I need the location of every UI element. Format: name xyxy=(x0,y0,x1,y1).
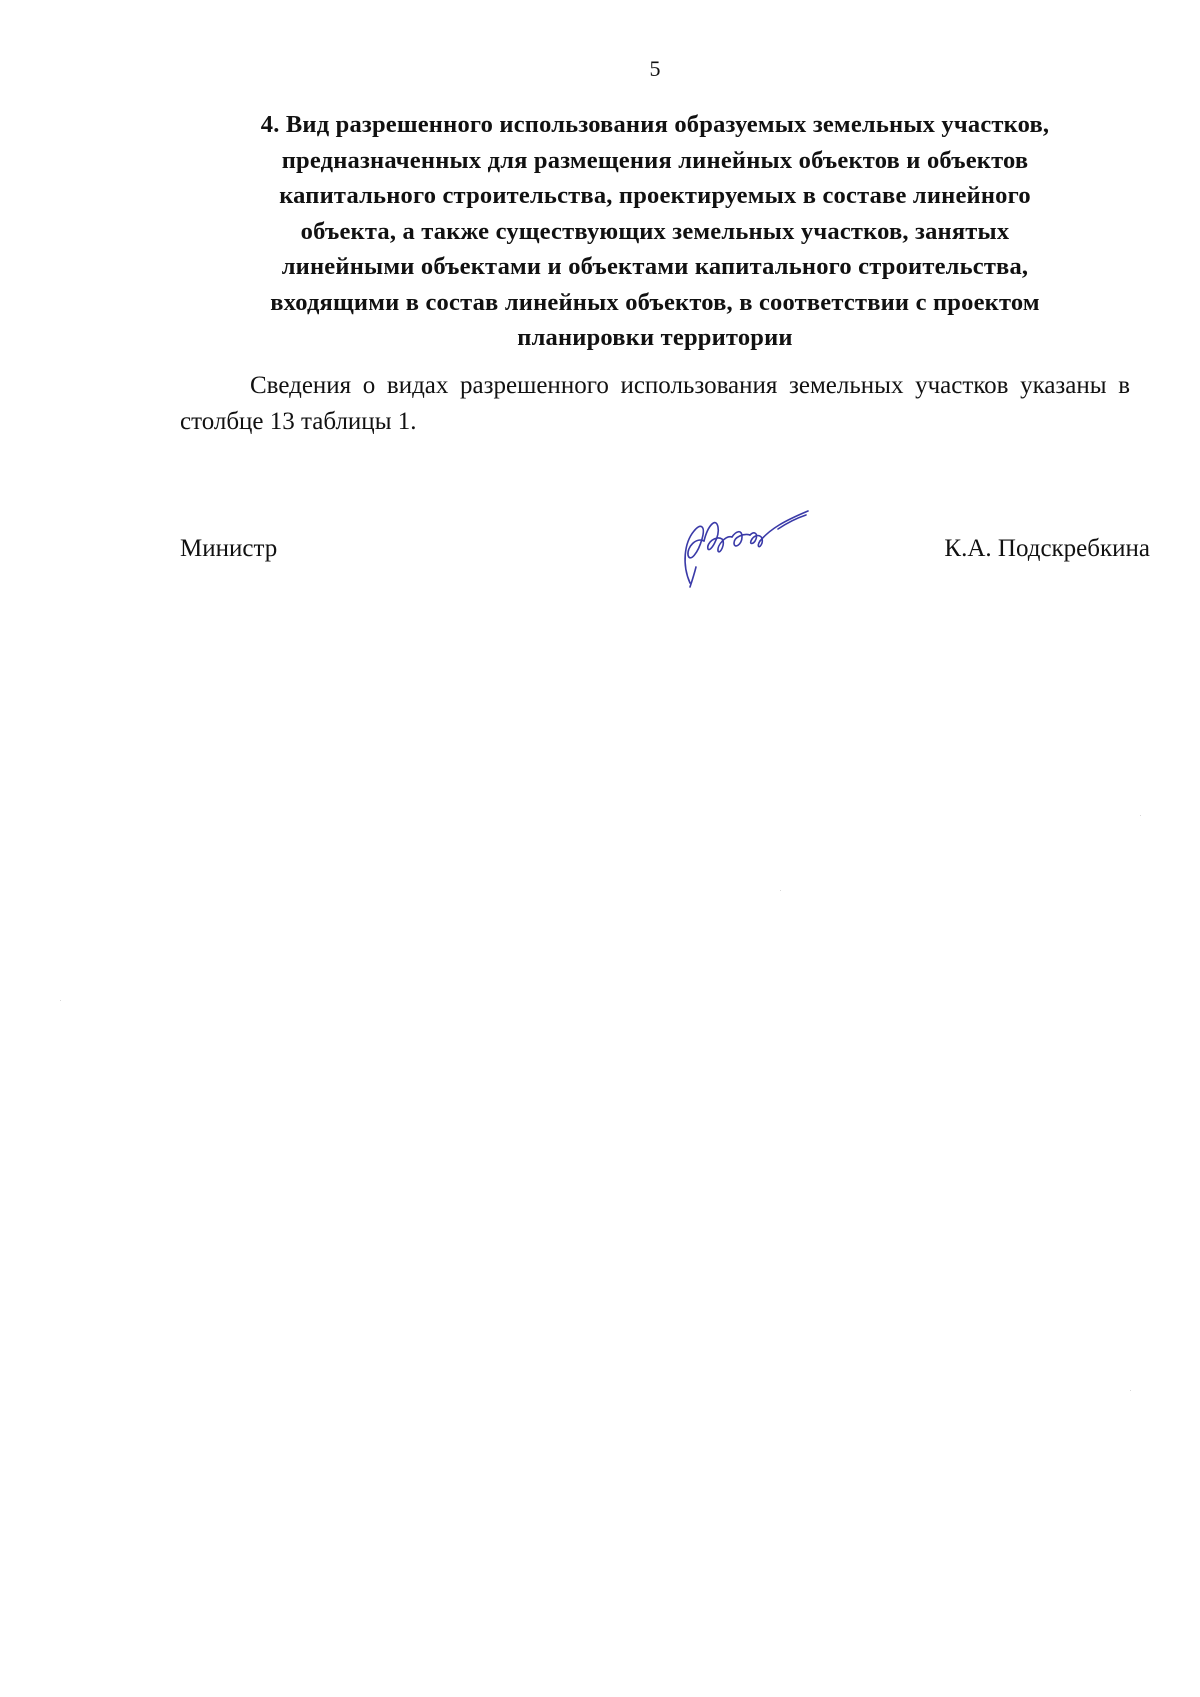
section-heading-line: линейными объектами и объектами капитального строительства, xyxy=(281,253,1029,280)
section-heading-line: 4. Вид разрешенного использования образуемых земельных участков, xyxy=(260,111,1050,138)
signature-block xyxy=(180,505,1150,595)
scan-speck xyxy=(1130,1390,1131,1391)
scan-speck xyxy=(60,1000,61,1001)
scan-speck xyxy=(1140,815,1141,816)
section-heading-line: объекта, а также существующих земельных участков, занятых xyxy=(300,217,1010,245)
section-heading-line: предназначенных для размещения линейных объектов и объектов xyxy=(281,146,1029,174)
page-number: 5 xyxy=(649,56,661,81)
scan-speck xyxy=(780,890,781,891)
section-heading xyxy=(190,107,1120,356)
section-heading-line: планировки территории xyxy=(517,324,793,351)
section-heading-line: входящими в состав линейных объектов, в соответствии с проектом xyxy=(270,288,1040,316)
section-heading-line: капитального строительства, проектируемых в составе линейного xyxy=(279,182,1031,209)
handwritten-signature xyxy=(660,505,810,590)
signatory-title: Министр xyxy=(180,535,278,562)
signatory-name: К.А. Подскребкина xyxy=(944,535,1150,562)
body-paragraph: Сведения о видах разрешенного использования земельных участков указаны в столбце 13 таблицы 1. xyxy=(180,372,1130,435)
